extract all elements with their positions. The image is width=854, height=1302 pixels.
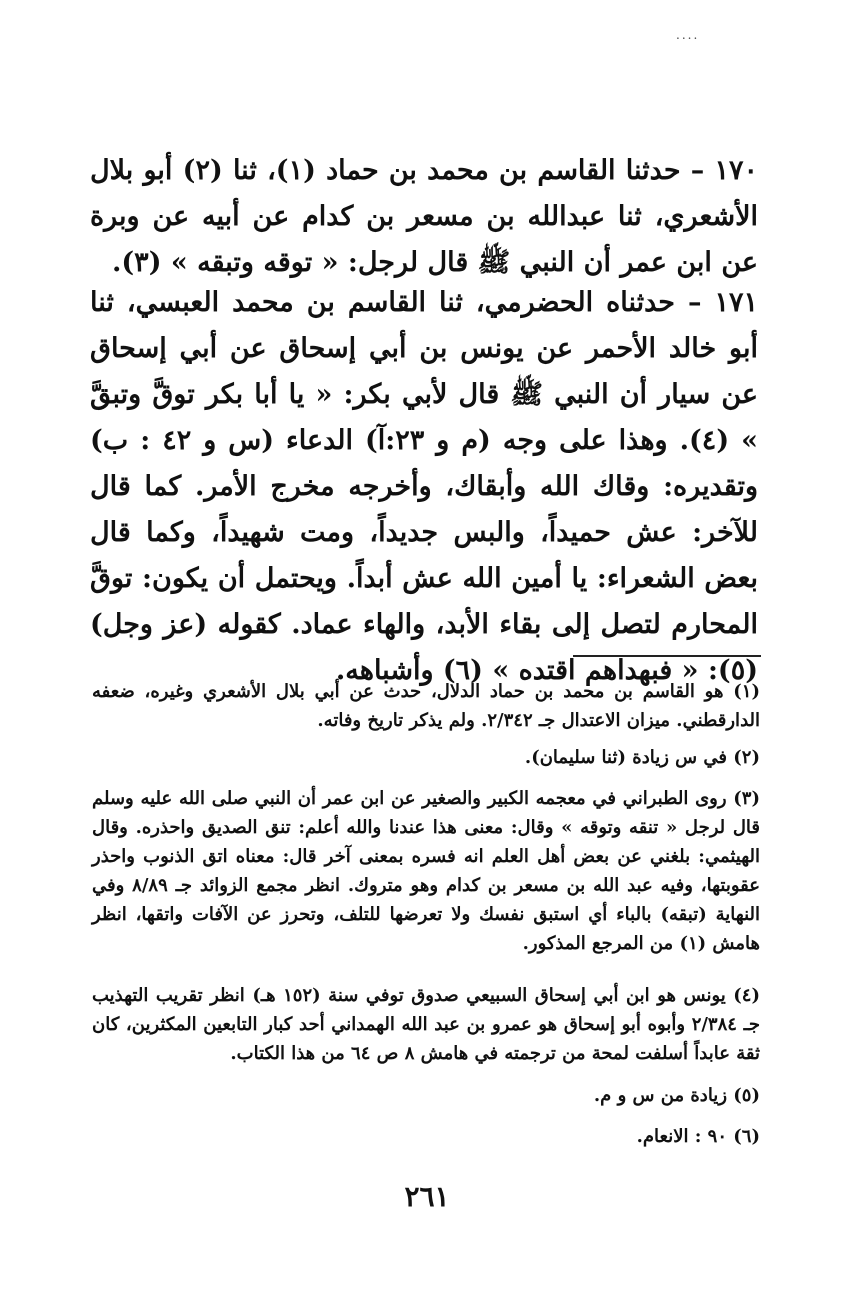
page-number: ٢٦١ <box>404 1180 450 1213</box>
footnote-2: (٢) في س زيادة (ثنا سليمان). <box>524 747 760 768</box>
footnote-3: (٣) روى الطبراني في معجمه الكبير والصغير عن ابن عمر أن النبي صلى الله عليه وسلم قال لرجل « تنقه وتوقه » وقال: معنى هذا عندنا والله أعلم: تنق الصديق واحذره. وقال الهيثمي: بلغني عن بعض أهل العلم انه فسره بمعنى آخر قال: معناه اتق الذنوب واحذر عقوبتها، وفيه عبد الله بن مسعر بن كدام وهو متروك. انظر مجمع الزوائد جـ ٨/٨٩ وفي النهاية (تبقه) بالباء أي استبق نفسك ولا تعرضها للتلف، وتحرز عن الآفات واتقها، انظر هامش (١) من المرجع المذكور. <box>92 788 760 954</box>
footnote-6: (٦) ٩٠ : الانعام. <box>636 1126 760 1147</box>
footnote-5: (٥) زيادة من س و م. <box>593 1085 760 1106</box>
footnote-4: (٤) يونس هو ابن أبي إسحاق السبيعي صدوق توفي سنة (١٥٢ هـ) انظر تقريب التهذيب جـ ٢/٣٨٤ وأبوه أبو إسحاق هو عمرو بن عبد الله الهمداني أحد كبار التابعين المكثرين، كان ثقة عابداً أسلفت لمحة من ترجمته في هامش ٨ ص ٦٤ من هذا الكتاب. <box>92 985 760 1064</box>
hadith-170: ١٧٠ – حدثنا القاسم بن محمد بن حماد (١)، ثنا (٢) أبو بلال الأشعري، ثنا عبدالله بن مسعر بن كدام عن أبيه عن وبرة عن ابن عمر أن النبي ﷺ قال لرجل: « توقه وتبقه » (٣). <box>90 155 758 278</box>
hadith-171: ١٧١ – حدثناه الحضرمي، ثنا القاسم بن محمد العبسي، ثنا أبو خالد الأحمر عن يونس بن أبي إسحاق عن أبي إسحاق عن سيار أن النبي ﷺ قال لأبي بكر: « يا أبا بكر توقَّ وتبقَّ » (٤). وهذا على وجه (م و ٢٣:آ) الدعاء (س و ٤٢ : ب) وتقديره: وقاك الله وأبقاك، وأخرجه مخرج الأمر. كما قال للآخر: عش حميداً، والبس جديداً، ومت شهيداً، وكما قال بعض الشعراء: يا أمين الله عش أبداً. ويحتمل أن يكون: توقَّ المحارم لتصل إلى بقاء الأبد، والهاء عماد. كقوله (عز وجل) (٥): « فبهداهم اقتده » (٦) وأشباهه. <box>90 287 758 686</box>
footnote-divider <box>573 655 761 657</box>
footnote-1: (١) هو القاسم بن محمد بن حماد الدلال، حدث عن أبي بلال الأشعري وغيره، ضعفه الدارقطني. ميزان الاعتدال جـ ٢/٣٤٢. ولم يذكر تاريخ وفاته. <box>92 681 760 731</box>
top-marks: .... <box>676 28 700 42</box>
